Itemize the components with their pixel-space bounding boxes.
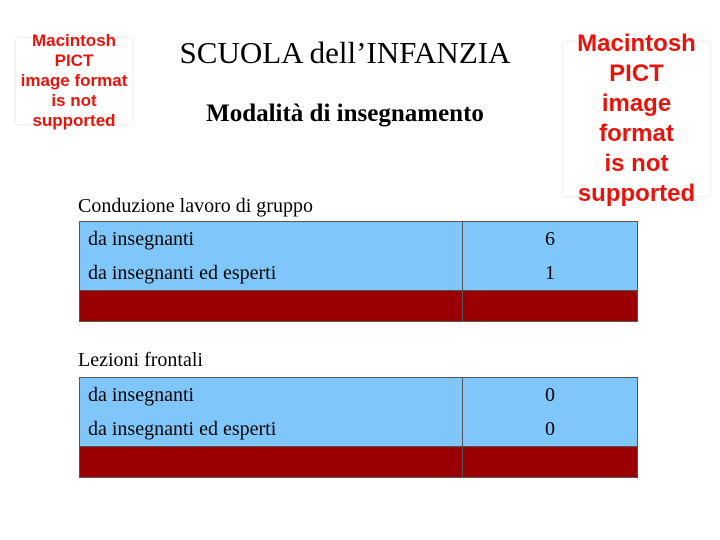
pict-line: Macintosh PICT: [577, 30, 696, 87]
footer-cell: [80, 291, 463, 322]
pict-placeholder-left: [16, 31, 132, 130]
row-label: da insegnanti ed esperti: [80, 256, 463, 291]
pict-line: image format: [20, 71, 128, 90]
footer-cell: [463, 291, 638, 322]
pict-line: image format: [599, 90, 674, 147]
table-row: [80, 378, 638, 413]
row-label: da insegnanti: [80, 222, 463, 257]
lectures-table: [79, 377, 638, 478]
table-footer-row: [80, 291, 638, 322]
slide-subtitle: Modalità di insegnamento: [206, 100, 484, 127]
section-label-lectures: Lezioni frontali: [78, 349, 203, 371]
footer-cell: [463, 447, 638, 478]
pict-line: is not supported: [32, 91, 116, 130]
row-label: da insegnanti: [80, 378, 463, 413]
row-value: 1: [463, 256, 638, 291]
section-label-group-work: Conduzione lavoro di gruppo: [78, 195, 313, 217]
row-label: da insegnanti ed esperti: [80, 412, 463, 447]
row-value: 0: [463, 412, 638, 447]
group-work-table: [79, 221, 638, 322]
pict-placeholder-right: [563, 30, 710, 207]
table-row: [80, 412, 638, 447]
row-value: 0: [463, 378, 638, 413]
slide-title: SCUOLA dell’INFANZIA: [179, 35, 511, 70]
row-value: 6: [463, 222, 638, 257]
footer-cell: [80, 447, 463, 478]
table-footer-row: [80, 447, 638, 478]
pict-line: Macintosh PICT: [31, 31, 117, 70]
table-row: [80, 222, 638, 257]
table-row: [80, 256, 638, 291]
pict-line: is not supported: [577, 150, 696, 207]
